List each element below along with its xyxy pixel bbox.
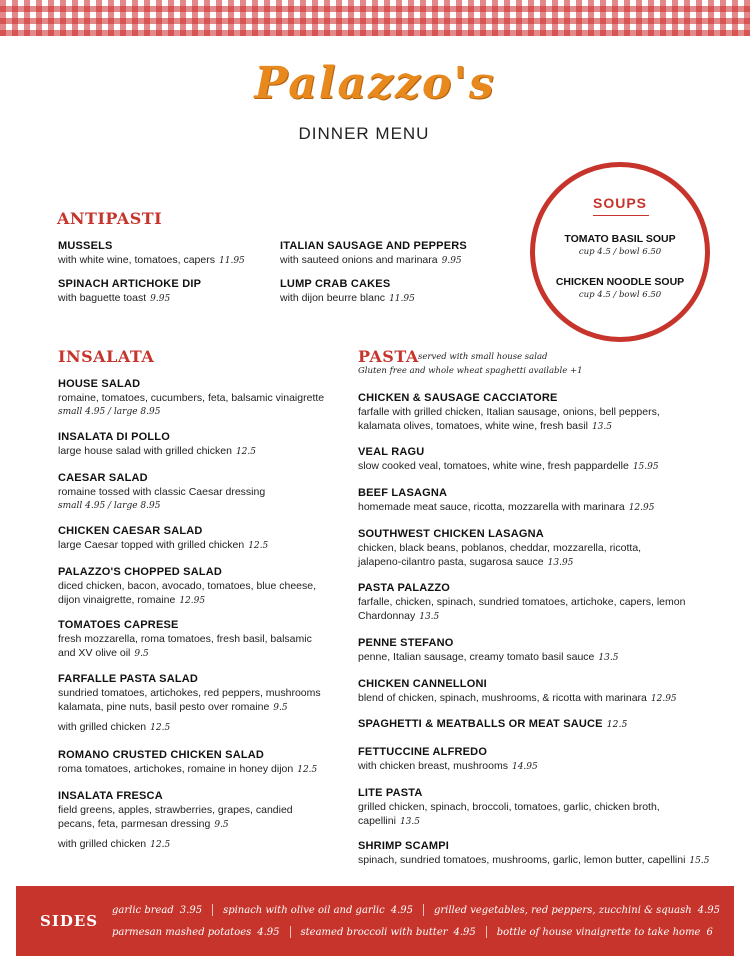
item-name: SPINACH ARTICHOKE DIP bbox=[58, 278, 202, 290]
side-item: grilled vegetables, red peppers, zucchini & squash 4.95 bbox=[433, 904, 720, 916]
sides-row bbox=[112, 926, 713, 938]
menu-item bbox=[58, 431, 358, 460]
item-price: 12.5 bbox=[150, 840, 171, 850]
pasta-title: PASTA bbox=[358, 347, 419, 366]
menu-item bbox=[358, 392, 698, 434]
item-name: CHICKEN CAESAR SALAD bbox=[58, 525, 203, 537]
item-price: 15.5 bbox=[689, 856, 710, 866]
menu-item bbox=[358, 637, 718, 666]
menu-item bbox=[358, 718, 718, 730]
menu-item bbox=[358, 678, 728, 707]
item-price: 13.5 bbox=[591, 421, 612, 432]
item-desc: homemade meat sauce, ricotta, mozzarella with marinara 12.95 bbox=[358, 501, 655, 513]
menu-item bbox=[358, 446, 718, 475]
sides-banner bbox=[16, 886, 734, 956]
divider bbox=[423, 904, 424, 916]
item-desc: sundried tomatoes, artichokes, red peppers, mushrooms kalamata, pine nuts, basil pesto over romaine 9.5 bbox=[58, 687, 321, 713]
menu-item bbox=[58, 619, 328, 661]
menu-item bbox=[358, 840, 728, 869]
item-name: CHICKEN & SAUSAGE CACCIATORE bbox=[358, 392, 558, 404]
item-price: 12.5 bbox=[297, 765, 318, 775]
divider bbox=[212, 904, 213, 916]
soup-price: cup 4.5 / bowl 6.50 bbox=[578, 290, 662, 300]
item-addon: with grilled chicken 12.5 bbox=[58, 721, 171, 733]
side-price: 3.95 bbox=[179, 904, 203, 916]
side-item: spinach with olive oil and garlic 4.95 bbox=[223, 904, 413, 916]
menu-subtitle: DINNER MENU bbox=[298, 124, 430, 143]
item-desc: fresh mozzarella, roma tomatoes, fresh basil, balsamic and XV olive oil 9.5 bbox=[58, 633, 312, 659]
item-desc: farfalle with grilled chicken, Italian sausage, onions, bell peppers, kalamata olives, tomatoes, white wine, fresh basil 13.5 bbox=[358, 406, 660, 432]
side-price: 4.95 bbox=[453, 926, 476, 938]
soup-name: CHICKEN NOODLE SOUP bbox=[555, 276, 685, 288]
item-price: 12.95 bbox=[650, 694, 677, 704]
menu-item bbox=[358, 746, 718, 775]
soup-item bbox=[535, 233, 705, 257]
checkered-border bbox=[0, 0, 750, 36]
side-price: 4.95 bbox=[257, 926, 280, 938]
item-desc: romaine tossed with classic Caesar dressing bbox=[58, 486, 266, 498]
item-price: 12.5 bbox=[606, 720, 628, 730]
item-name: SHRIMP SCAMPI bbox=[358, 840, 450, 852]
menu-item bbox=[358, 487, 718, 516]
item-price: 12.95 bbox=[628, 503, 655, 513]
soup-item bbox=[535, 276, 705, 300]
side-price: 4.95 bbox=[390, 904, 413, 916]
item-desc: romaine, tomatoes, cucumbers, feta, balsamic vinaigrette bbox=[58, 392, 325, 404]
item-price: 12.5 bbox=[150, 723, 171, 733]
item-name: ROMANO CRUSTED CHICKEN SALAD bbox=[58, 749, 265, 761]
item-price: 15.95 bbox=[632, 462, 659, 472]
item-desc: large house salad with grilled chicken 12.5 bbox=[58, 445, 256, 457]
soup-name: TOMATO BASIL SOUP bbox=[564, 233, 676, 245]
item-name: INSALATA FRESCA bbox=[58, 790, 163, 802]
item-name: PASTA PALAZZO bbox=[358, 582, 451, 594]
item-name: BEEF LASAGNA bbox=[358, 487, 448, 499]
menu-item bbox=[58, 525, 358, 554]
item-name: MUSSELS bbox=[58, 240, 113, 252]
item-desc: roma tomatoes, artichokes, romaine in honey dijon 12.5 bbox=[58, 763, 318, 775]
soups-title: SOUPS bbox=[592, 195, 647, 211]
item-desc: with dijon beurre blanc 11.95 bbox=[280, 292, 415, 304]
item-price: 11.95 bbox=[389, 294, 415, 304]
sides-title: SIDES bbox=[40, 912, 99, 930]
side-price: 4.95 bbox=[697, 904, 720, 916]
item-desc: diced chicken, bacon, avocado, tomatoes, blue cheese, dijon vinaigrette, romaine 12.95 bbox=[58, 580, 316, 606]
item-price: 9.95 bbox=[441, 256, 462, 266]
sides-row bbox=[112, 904, 720, 916]
side-item: steamed broccoli with butter 4.95 bbox=[300, 926, 476, 938]
menu-item bbox=[358, 787, 698, 829]
item-size-price: small 4.95 / large 8.95 bbox=[58, 500, 161, 511]
item-name: PALAZZO'S CHOPPED SALAD bbox=[58, 566, 223, 578]
item-name: LITE PASTA bbox=[358, 787, 423, 799]
item-desc: spinach, sundried tomatoes, mushrooms, garlic, lemon butter, capellini 15.5 bbox=[358, 854, 710, 866]
item-desc: grilled chicken, spinach, broccoli, tomatoes, garlic, chicken broth, capellini 13.5 bbox=[358, 801, 660, 827]
item-price: 13.5 bbox=[399, 816, 420, 827]
item-name: TOMATOES CAPRESE bbox=[58, 619, 179, 631]
insalata-title: INSALATA bbox=[58, 347, 155, 366]
item-addon: with grilled chicken 12.5 bbox=[58, 838, 171, 850]
item-name: CAESAR SALAD bbox=[58, 472, 148, 484]
item-desc: with baguette toast 9.95 bbox=[58, 292, 171, 304]
antipasti-title: ANTIPASTI bbox=[57, 209, 163, 228]
pasta-note-gluten: Gluten free and whole wheat spaghetti available +1 bbox=[358, 366, 583, 376]
item-desc: with chicken breast, mushrooms 14.95 bbox=[358, 760, 538, 772]
item-name: HOUSE SALAD bbox=[58, 378, 141, 390]
item-name: VEAL RAGU bbox=[358, 446, 425, 458]
item-price: 12.5 bbox=[235, 447, 256, 457]
item-name: SOUTHWEST CHICKEN LASAGNA bbox=[358, 528, 544, 540]
item-name: PENNE STEFANO bbox=[358, 637, 454, 649]
item-name: CHICKEN CANNELLONI bbox=[358, 678, 487, 690]
item-desc: chicken, black beans, poblanos, cheddar, mozzarella, ricotta, jalapeno-cilantro pasta, sugarosa sauce 13.95 bbox=[358, 542, 642, 568]
menu-item bbox=[58, 566, 328, 608]
item-price: 9.5 bbox=[273, 702, 288, 713]
side-item: parmesan mashed potatoes 4.95 bbox=[112, 926, 280, 938]
menu-item bbox=[358, 528, 668, 570]
item-price: 9.5 bbox=[134, 648, 149, 659]
side-item: bottle of house vinaigrette to take home 6 bbox=[496, 926, 713, 938]
item-price: 12.95 bbox=[179, 595, 206, 606]
item-name: SPAGHETTI & MEATBALLS OR MEAT SAUCE 12.5 bbox=[358, 718, 628, 730]
item-desc: penne, Italian sausage, creamy tomato basil sauce 13.5 bbox=[358, 651, 619, 663]
soup-price: cup 4.5 / bowl 6.50 bbox=[578, 247, 662, 257]
item-price: 13.95 bbox=[547, 557, 574, 568]
item-price: 13.5 bbox=[598, 653, 619, 663]
item-desc: large Caesar topped with grilled chicken 12.5 bbox=[58, 539, 269, 551]
menu-item bbox=[58, 790, 323, 853]
divider bbox=[486, 926, 487, 938]
item-desc: farfalle, chicken, spinach, sundried tomatoes, artichoke, capers, lemon Chardonnay 13.5 bbox=[358, 596, 686, 622]
divider bbox=[290, 926, 291, 938]
divider bbox=[593, 215, 649, 216]
item-desc: with white wine, tomatoes, capers 11.95 bbox=[58, 254, 245, 266]
item-price: 14.95 bbox=[511, 762, 538, 772]
item-price: 9.5 bbox=[214, 819, 229, 830]
restaurant-logo: Palazzo's bbox=[254, 58, 496, 109]
side-price: 6 bbox=[706, 926, 713, 938]
item-name: INSALATA DI POLLO bbox=[58, 431, 170, 443]
pasta-note: served with small house salad bbox=[418, 352, 548, 362]
item-name: FARFALLE PASTA SALAD bbox=[58, 673, 199, 685]
item-price: 12.5 bbox=[248, 541, 269, 551]
item-name: FETTUCCINE ALFREDO bbox=[358, 746, 488, 758]
item-price: 11.95 bbox=[219, 256, 245, 266]
menu-item bbox=[58, 378, 358, 417]
menu-item bbox=[58, 472, 358, 511]
menu-item bbox=[58, 673, 333, 736]
item-desc: field greens, apples, strawberries, grapes, candied pecans, feta, parmesan dressing 9.5 bbox=[58, 804, 293, 830]
item-desc: with sauteed onions and marinara 9.95 bbox=[280, 254, 462, 266]
item-size-price: small 4.95 / large 8.95 bbox=[58, 406, 161, 417]
item-desc: blend of chicken, spinach, mushrooms, & ricotta with marinara 12.95 bbox=[358, 692, 677, 704]
menu-item bbox=[358, 582, 688, 624]
soups-circle bbox=[530, 162, 710, 342]
menu-item bbox=[58, 749, 358, 778]
item-desc: slow cooked veal, tomatoes, white wine, fresh pappardelle 15.95 bbox=[358, 460, 659, 472]
side-item: garlic bread 3.95 bbox=[112, 904, 203, 916]
item-price: 13.5 bbox=[419, 611, 440, 622]
item-name: LUMP CRAB CAKES bbox=[280, 278, 391, 290]
item-name: ITALIAN SAUSAGE AND PEPPERS bbox=[280, 240, 467, 252]
item-price: 9.95 bbox=[150, 294, 171, 304]
